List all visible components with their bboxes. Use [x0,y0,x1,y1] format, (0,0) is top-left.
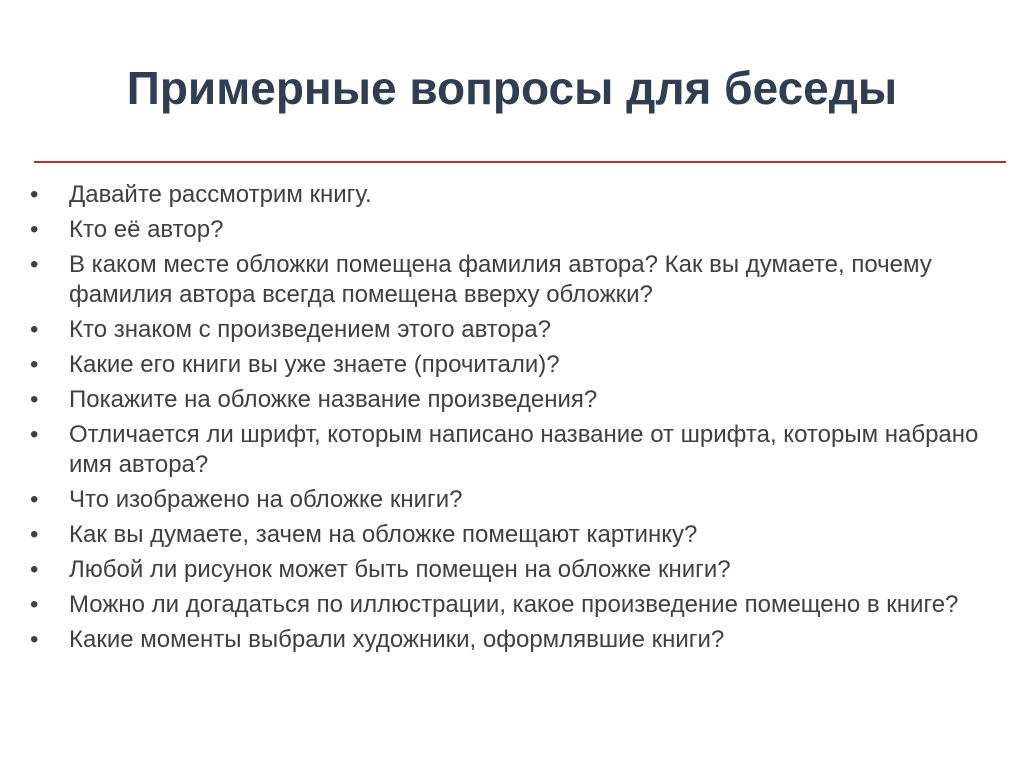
bullet-icon: • [30,251,39,278]
list-item-text: В каком месте обложки помещена фамилия автора? Как вы думаете, почему фамилия автора всегда помещена вверху обложки? [69,251,932,308]
list-item [30,250,1000,310]
list-item [30,485,1000,515]
bullet-icon: • [30,556,39,583]
list-item-text: Покажите на обложке название произведения? [69,386,598,413]
list-item-text: Какие моменты выбрали художники, оформлявшие книги? [69,626,725,653]
list-item-text: Что изображено на обложке книги? [69,486,463,513]
list-item-text: Кто её автор? [69,216,224,243]
bullet-icon: • [30,521,39,548]
list-item-text: Отличается ли шрифт, которым написано название от шрифта, которым набрано имя автора? [69,421,979,478]
list-item-text: Кто знаком с произведением этого автора? [69,316,551,343]
bullet-icon: • [30,216,39,243]
list-item [30,555,1000,585]
bullet-icon: • [30,421,39,448]
list-item-text: Можно ли догадаться по иллюстрации, какое произведение помещено в книге? [69,591,959,618]
list-item-text: Давайте рассмотрим книгу. [69,181,372,208]
title-divider [34,161,1006,163]
list-item [30,420,1000,480]
bullet-icon: • [30,316,39,343]
list-item [30,350,1000,380]
bullet-icon: • [30,181,39,208]
list-item [30,215,1000,245]
bullet-icon: • [30,386,39,413]
bullet-icon: • [30,626,39,653]
list-item [30,180,1000,210]
list-item [30,520,1000,550]
list-item [30,385,1000,415]
list-item [30,625,1000,655]
list-item [30,315,1000,345]
list-item-text: Как вы думаете, зачем на обложке помещают картинку? [69,521,698,548]
bullet-icon: • [30,591,39,618]
list-item-text: Любой ли рисунок может быть помещен на обложке книги? [69,556,731,583]
question-list [30,180,1000,660]
bullet-icon: • [30,486,39,513]
list-item [30,590,1000,620]
slide-title: Примерные вопросы для беседы [126,62,898,114]
list-item-text: Какие его книги вы уже знаете (прочитали)? [69,351,560,378]
bullet-icon: • [30,351,39,378]
